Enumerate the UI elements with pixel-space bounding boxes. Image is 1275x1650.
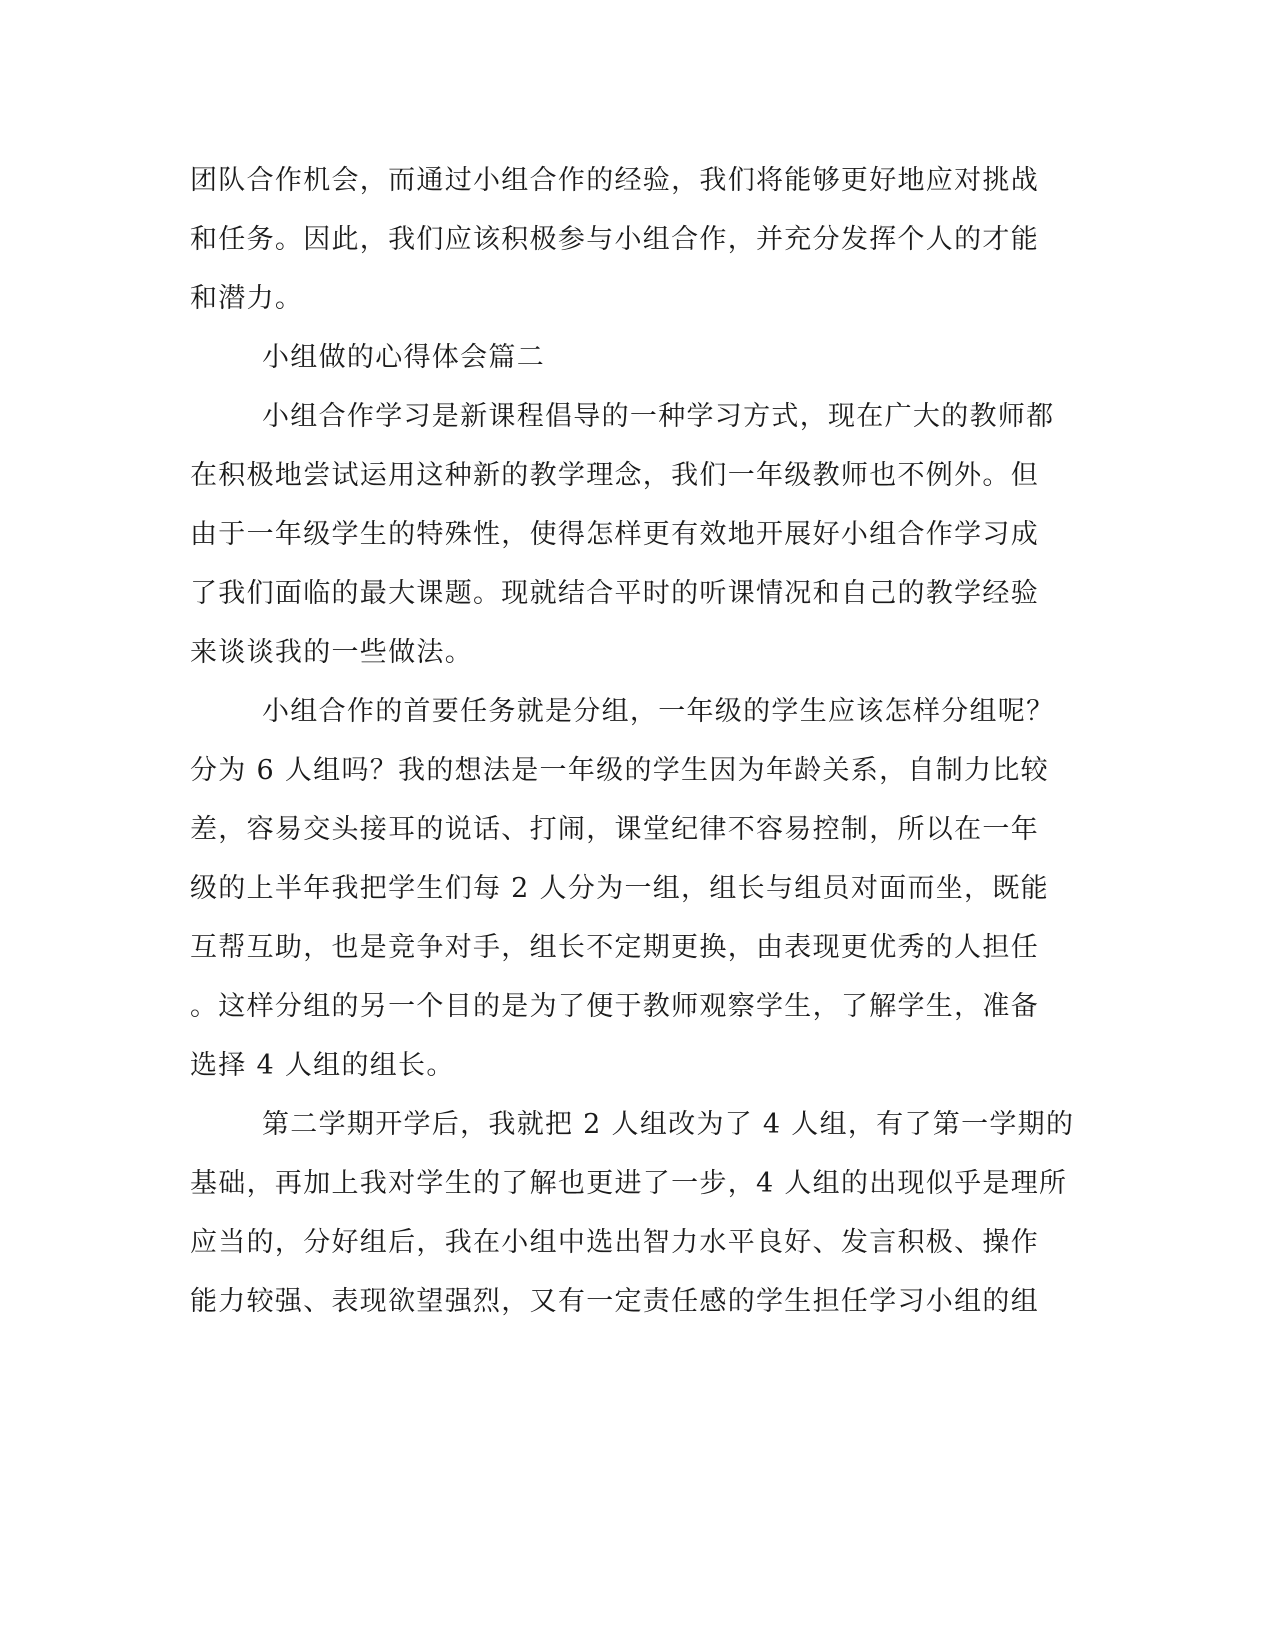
paragraph-line: 能力较强、表现欲望强烈，又有一定责任感的学生担任学习小组的组	[190, 1286, 1039, 1317]
paragraph-line: 团队合作机会，而通过小组合作的经验，我们将能够更好地应对挑战	[190, 165, 1039, 196]
section-heading: 小组做的心得体会篇二	[262, 342, 545, 373]
paragraph-line: 小组合作学习是新课程倡导的一种学习方式，现在广大的教师都	[262, 401, 1055, 432]
paragraph-line: 来谈谈我的一些做法。	[190, 637, 473, 668]
paragraph-line: 差，容易交头接耳的说话、打闹，课堂纪律不容易控制，所以在一年	[190, 814, 1039, 845]
paragraph-line: 应当的，分好组后，我在小组中选出智力水平良好、发言积极、操作	[190, 1227, 1039, 1258]
paragraph-line: 和潜力。	[190, 283, 304, 314]
paragraph-line: 基础，再加上我对学生的了解也更进了一步，4 人组的出现似乎是理所	[190, 1168, 1068, 1199]
paragraph-line: 由于一年级学生的特殊性，使得怎样更有效地开展好小组合作学习成	[190, 519, 1039, 550]
paragraph-line: 在积极地尝试运用这种新的教学理念，我们一年级教师也不例外。但	[190, 460, 1039, 491]
paragraph-line: 和任务。因此，我们应该积极参与小组合作，并充分发挥个人的才能	[190, 224, 1039, 255]
paragraph-line: 互帮互助，也是竞争对手，组长不定期更换，由表现更优秀的人担任	[190, 932, 1039, 963]
paragraph-line: 。这样分组的另一个目的是为了便于教师观察学生，了解学生，准备	[190, 991, 1039, 1022]
paragraph-line: 级的上半年我把学生们每 2 人分为一组，组长与组员对面而坐，既能	[190, 873, 1049, 904]
paragraph-line: 了我们面临的最大课题。现就结合平时的听课情况和自己的教学经验	[190, 578, 1039, 609]
paragraph-line: 第二学期开学后，我就把 2 人组改为了 4 人组，有了第一学期的	[262, 1109, 1075, 1140]
paragraph-line: 小组合作的首要任务就是分组，一年级的学生应该怎样分组呢？	[262, 696, 1055, 727]
paragraph-line: 分为 6 人组吗？我的想法是一年级的学生因为年龄关系，自制力比较	[190, 755, 1049, 786]
paragraph-line: 选择 4 人组的组长。	[190, 1050, 455, 1081]
